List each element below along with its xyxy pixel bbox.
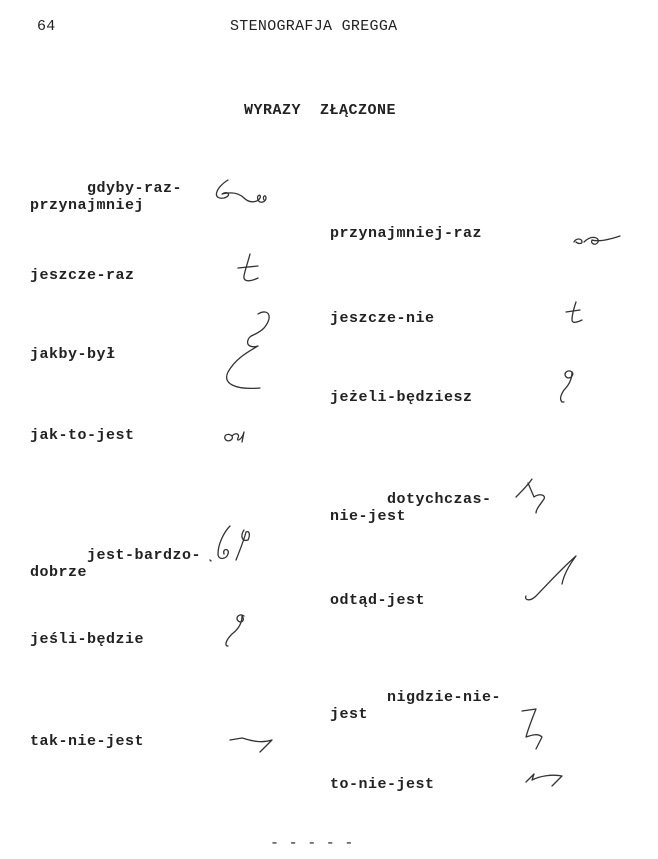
entry-word: jeżeli-będziesz bbox=[330, 389, 473, 406]
entry-word: to-nie-jest bbox=[330, 776, 435, 793]
shorthand-outline bbox=[218, 306, 288, 401]
footer-rule: - - - - - bbox=[270, 835, 354, 852]
entry-word: jak-to-jest bbox=[30, 427, 135, 444]
shorthand-outline bbox=[200, 520, 280, 570]
shorthand-outline bbox=[218, 606, 258, 652]
entry-word: dotychczas- nie-jest bbox=[330, 491, 492, 525]
entry-word: jakby-był bbox=[30, 346, 116, 363]
shorthand-outline bbox=[570, 228, 630, 250]
entry-word: tak-nie-jest bbox=[30, 733, 145, 750]
shorthand-outline bbox=[230, 248, 280, 288]
shorthand-outline bbox=[522, 766, 572, 790]
shorthand-outline bbox=[220, 422, 255, 446]
shorthand-outline bbox=[518, 705, 563, 755]
entry-word: przynajmniej-raz bbox=[330, 225, 483, 242]
page-number: 64 bbox=[37, 18, 56, 35]
entry-word: jest-bardzo- dobrze bbox=[30, 547, 202, 581]
entry-word: nigdzie-nie- jest bbox=[330, 689, 502, 723]
shorthand-outline bbox=[552, 362, 587, 412]
entry-word: jeśli-będzie bbox=[30, 631, 145, 648]
entry-word: odtąd-jest bbox=[330, 592, 426, 609]
shorthand-outline bbox=[210, 170, 280, 215]
shorthand-outline bbox=[226, 730, 281, 754]
entry-word: jeszcze-nie bbox=[330, 310, 435, 327]
entry-word: gdyby-raz- przynajmniej bbox=[30, 180, 183, 214]
running-title: STENOGRAFJA GREGGA bbox=[230, 18, 398, 35]
section-title: WYRAZY ZŁĄCZONE bbox=[244, 102, 397, 119]
shorthand-outline bbox=[510, 475, 560, 520]
shorthand-outline bbox=[560, 298, 590, 328]
shorthand-outline bbox=[520, 550, 590, 610]
entry-word: jeszcze-raz bbox=[30, 267, 135, 284]
